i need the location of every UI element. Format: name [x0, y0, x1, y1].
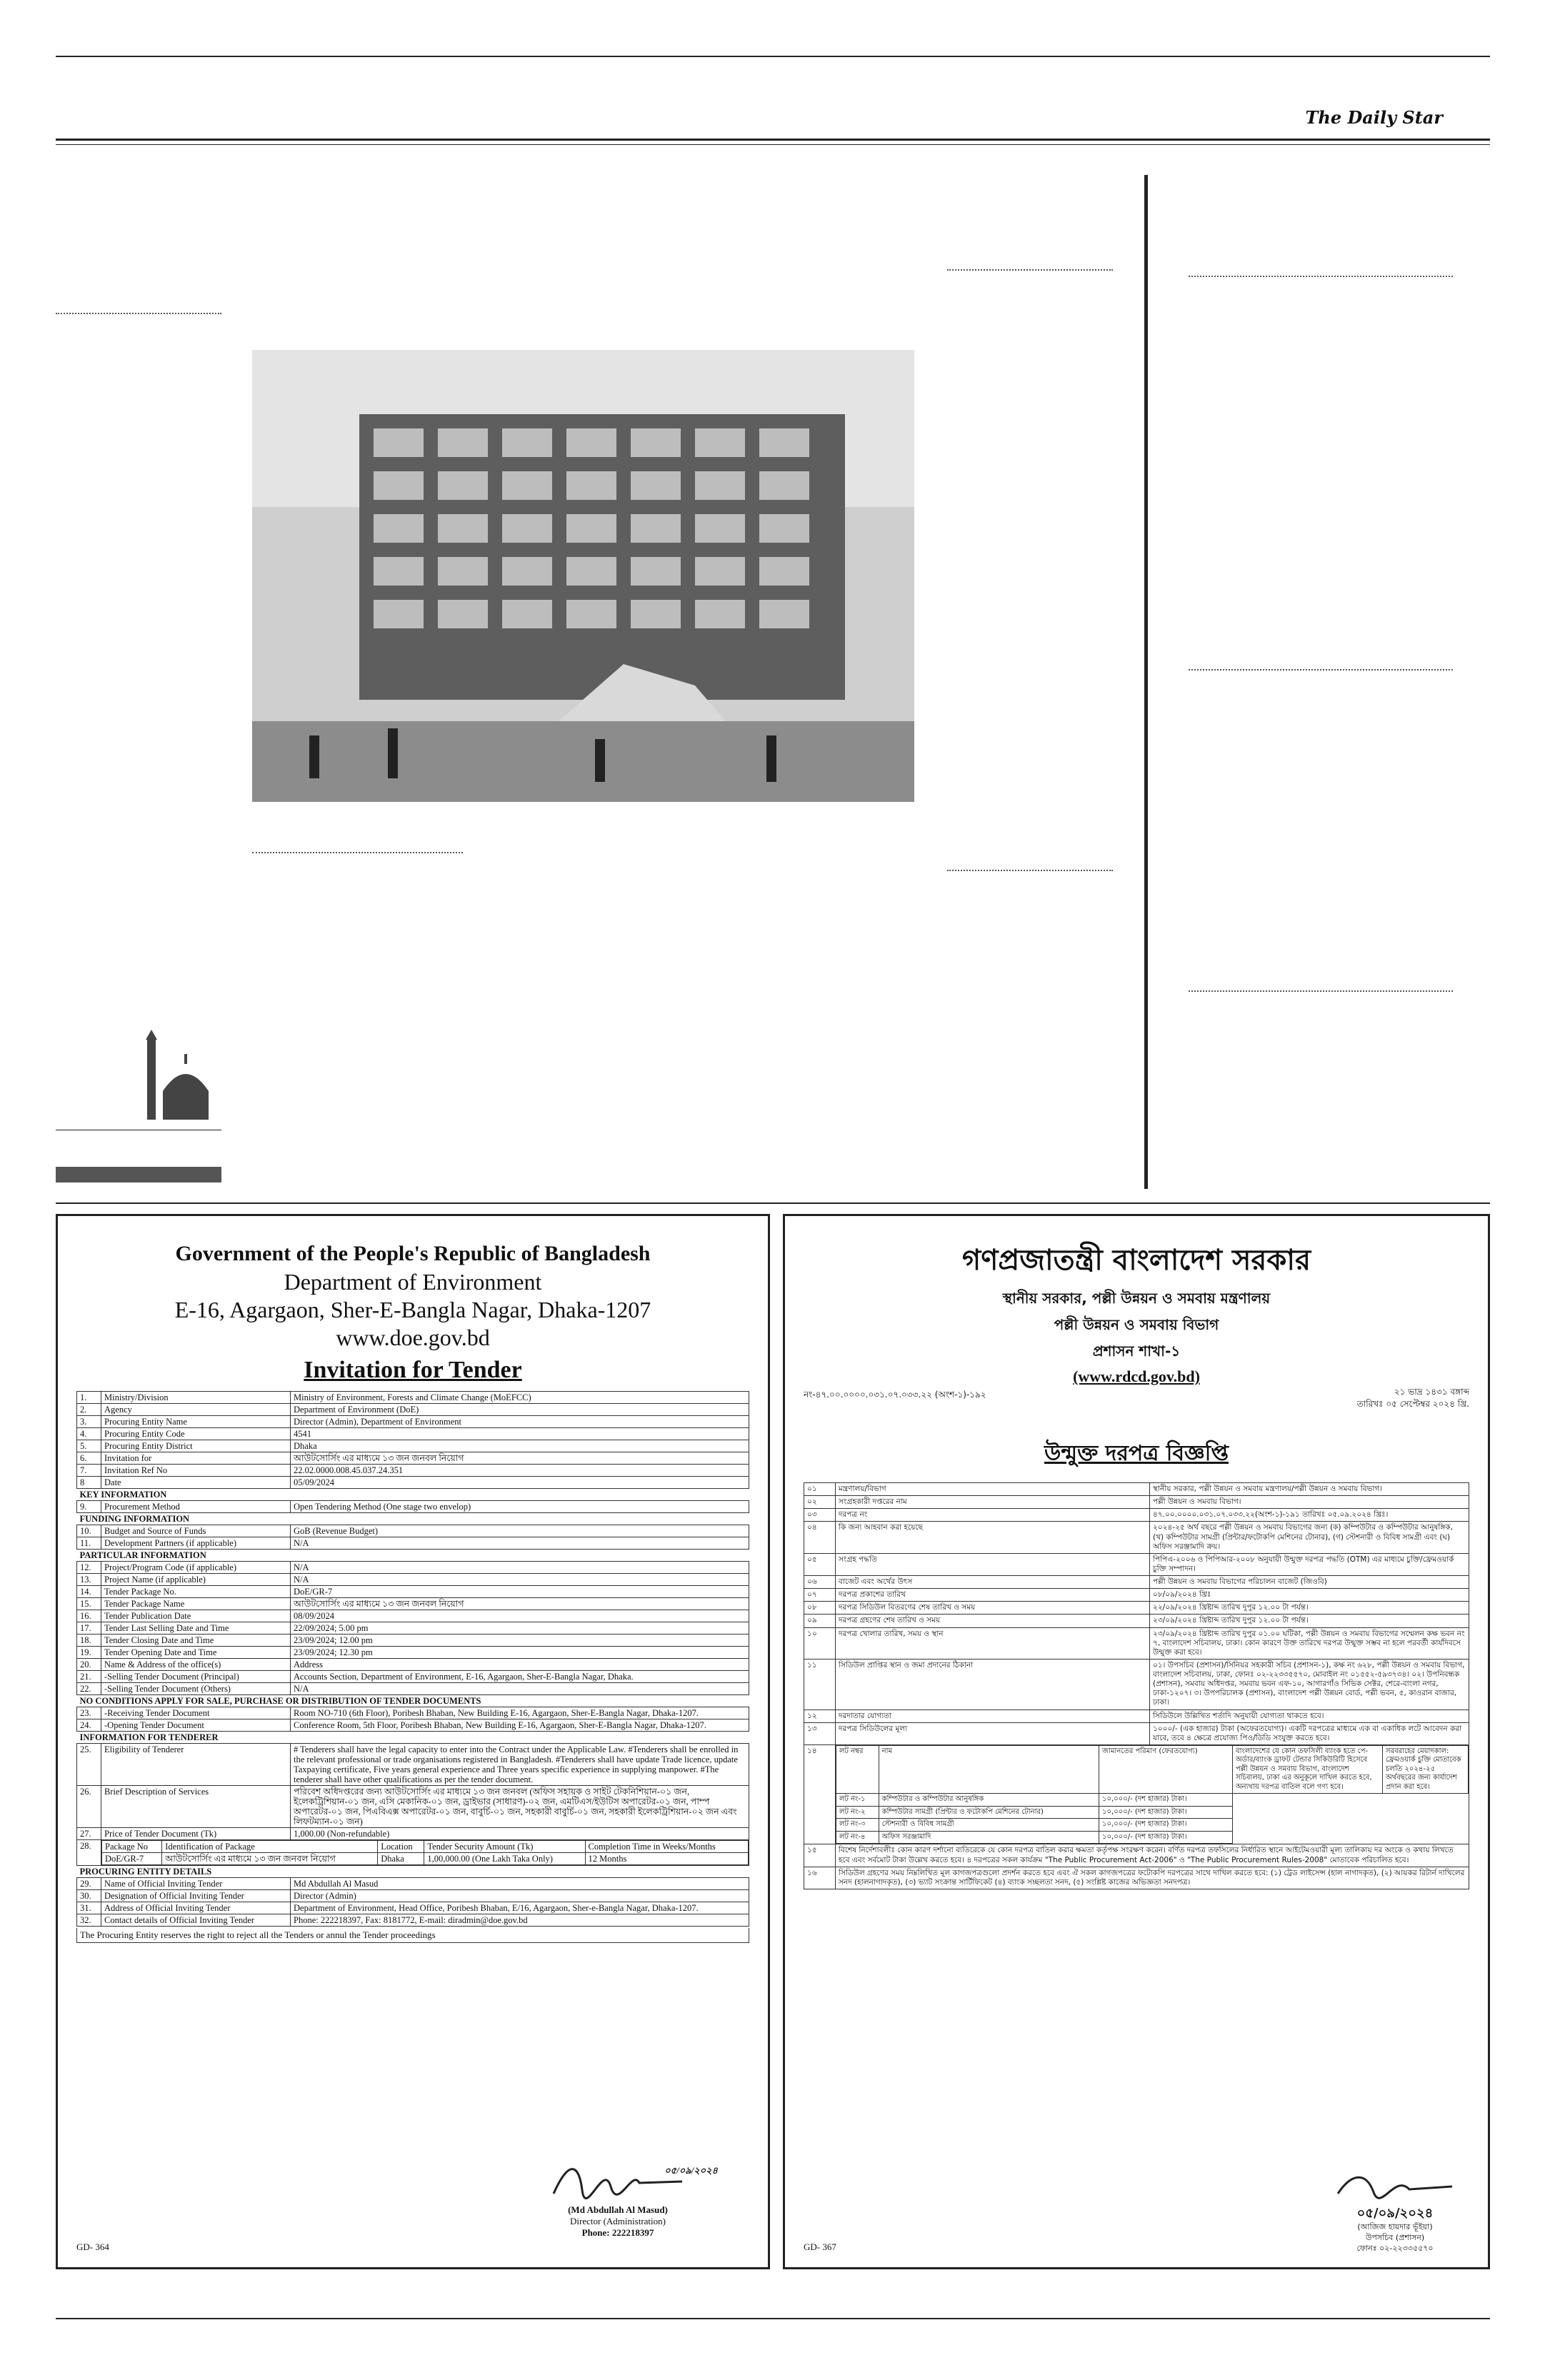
doe-tender-ad: [56, 1214, 770, 2269]
table-row: 18. Tender Closing Date and Time 23/09/2024; 12.00 pm: [77, 1635, 749, 1647]
separator: [947, 269, 1113, 271]
table-row: ০৭ দরপত্র প্রকাশের তারিখ ০৮/০৯/২০২৪ খ্রিঃ: [804, 1589, 1469, 1602]
table-row: ১২ দরদাতার যোগ্যতা সিডিউলে উল্লিখিত শর্তাদি অনুযায়ী যোগ্যতা থাকতে হবে।: [804, 1709, 1469, 1722]
news-photo: [252, 350, 914, 802]
table-row: 14. Tender Package No. DoE/GR-7: [77, 1586, 749, 1598]
lot-row: লট নং-৪ অফিস সরঞ্জামাদি ১০,০০০/- (দশ হাজার) টাকা।: [836, 1831, 1469, 1844]
table-row: ০৩ দরপত্র নং ৪৭.০০.০০০০.০৩১.০৭.০৩৩.২২(অংশ-১)-১৯১ তারিখঃ ০৫.০৯.২০২৪ খ্রিঃ।: [804, 1509, 1469, 1522]
signature: [511, 2154, 725, 2204]
memo-number: নং-৪৭.০০.০০০০.০৩১.০৭.০৩৩.২২ (অংশ-১)-১৯২: [804, 1390, 986, 1400]
ad-website: (www.rdcd.gov.bd): [1073, 1367, 1200, 1385]
lot-row: লট নং-১ কম্পিউটার ও কম্পিউটার আনুষঙ্গিক ১০,০০০/- (দশ হাজার) টাকা।: [836, 1794, 1469, 1807]
tender-table: [804, 1482, 1469, 1889]
table-row: 7. Invitation Ref No 22.02.0000.008.45.037.24.351: [77, 1465, 749, 1477]
signature-date: ০৫/০৯/২০২৪: [664, 2165, 718, 2176]
lot-table: লট নম্বর নাম জামানতের পরিমাণ (ফেরতযোগ্য) বাংলাদেশের যে কোন তফসিলী ব্যাংক হতে পে-অর্ডার/ব্যাংক ড্রাফট টেন্ডার সিকিউরিটি হিসেবে পল্লী উন্নয়ন ও সমবায় বিভাগ, বাংলাদেশ সচিবালয়, ঢাকা এর অনুকূলে দাখিল করতে হবে, অন্যথায় দরপত্র বাতিল বলে গণ্য হবে। সরবরাহের মেয়াদকাল: ফ্রেমওয়ার্ক চুক্তি মোতাবেক চলতি ২০২৪-২৫ অর্থবছরের জন্য কার্যাদেশ প্রদান করা হবে। লট নং-১ কম্পিউটার ও কম্পিউটার আনুষঙ্গিক ১০,০০০/- (দশ হাজার) টাকা। লট নং-২ কম্পিউটার সামগ্রী (প্রিন্টার ও ফটোকপি মেশিনের টোনার) ১০,০০০/- (দশ হাজার) টাকা। লট নং-৩ স্টেশনারী ও বিবিধ সামগ্রী ১০,০০০/- (দশ হাজার) টাকা। লট নং-৪ অফিস সরঞ্জামাদি ১০,০০০/- (দশ হাজার) টাকা।: [836, 1745, 1469, 1844]
table-row: 3. Procuring Entity Name Director (Admin), Department of Environment: [77, 1416, 749, 1428]
table-row: 16. Tender Publication Date 08/09/2024: [77, 1610, 749, 1622]
table-row: ১০ দরপত্র খোলার তারিখ, সময় ও স্থান ২৩/০৯/২০২৪ খ্রিষ্টাব্দ তারিখ দুপুর ০১.০০ ঘটিকা, পল্লী উন্নয়ন ও সমবায় বিভাগের সম্মেলন কক্ষ ভবন নং ৭, বাংলাদেশ সচিবালয়, ঢাকা। কোন কারণে উক্ত তারিখে দরপত্র উন্মুক্ত সম্ভব না হলে পরবর্তী কার্যদিবসে উন্মুক্ত করা হবে।: [804, 1627, 1469, 1659]
separator: [947, 870, 1113, 871]
table-row: 8 Date 05/09/2024: [77, 1477, 749, 1489]
ad-address: E-16, Agargaon, Sher-E-Bangla Nagar, Dhaka-1207: [174, 1297, 651, 1322]
table-row: 10. Budget and Source of Funds GoB (Revenue Budget): [77, 1525, 749, 1537]
ad-division: পল্লী উন্নয়ন ও সমবায় বিভাগ: [1054, 1316, 1219, 1333]
ad-gov-heading: Government of the People's Republic of Bangladesh: [175, 1242, 651, 1265]
table-row: 32. Contact details of Official Inviting Tender Phone: 222218397, Fax: 8181772, E-mail: diradmin@doe.gov.bd: [77, 1914, 749, 1927]
table-row: 19. Tender Opening Date and Time 23/09/2024; 12.30 pm: [77, 1647, 749, 1659]
table-row: ১১ সিডিউল প্রাপ্তির স্থান ও জমা প্রদানের ঠিকানা ০১। উপসচিব (প্রশাসন)/সিনিয়র সহকারী সচিব (প্রশাসন-১), কক্ষ নং ৬২৮, পল্লী উন্নয়ন ও সমবায় বিভাগ, বাংলাদেশ সচিবালয়, ঢাকা, ফোনঃ ০২-২২৩৩৫৫৭০, মোবাইল নং ০১৫৫২-৫৯৩৭৩৪। ০২। উপনিবন্ধক (প্রশাসন), সমবায় অধিদপ্তর, সমবায় ভবন এফ-১০, আগারগাঁও সিভিক সেক্টর, শেরে-বাংলা নগর, ঢাকা-১২০৭। ৩। উপপরিচালক (প্রশাসন), বাংলাদেশ পল্লী উন্নয়ন বোর্ড, পল্লী ভবন, ৫, কাওরান বাজার, ঢাকা।: [804, 1659, 1469, 1709]
table-row: 25. Eligibility of Tenderer # Tenderers shall have the legal capacity to enter into the Contract under the Applicable Law. #Tenderers shall be enrolled in the relevant professional or trade organisations registered in Bangladesh. #Tenderers shall have update Trade licence, update Taxpaying certificate, Five years general experience and Three years specific experience in supplying manpower. #The tenderer shall have other qualifications as per the tender document.: [77, 1744, 749, 1786]
ad-gov-heading: গণপ্রজাতন্ত্রী বাংলাদেশ সরকার: [962, 1244, 1311, 1277]
signer-name: (আজিজ হায়দার ভূঁইয়া): [1357, 2222, 1433, 2232]
table-row: ১৩ দরপত্র সিডিউলের মূল্য ১০০০/- (এক হাজার) টাকা (অফেরতযোগ্য)। একটি দরপত্রের মাধ্যমে এক বা একাধিক লটে আবেদন করা যাবে, তবে ৪ ক্ষেত্রে প্রযোজ্য পিও/ডিডি সংযুক্ত করতে হবে।: [804, 1722, 1469, 1744]
section-heading: KEY INFORMATION: [77, 1489, 749, 1501]
table-row: ০৫ সংগ্রহ পদ্ধতি পিপিএ-২০০৬ ও পিপিআর-২০০৮ অনুযায়ী উন্মুক্ত দরপত্র পদ্ধতি (OTM) এর মাধ্যমে চুক্তি/ফ্রেমওয়ার্ক চুক্তি সম্পাদন।: [804, 1553, 1469, 1575]
table-row: ০২ সংগ্রহকারী দপ্তরের নাম পল্লী উন্নয়ন ও সমবায় বিভাগ।: [804, 1496, 1469, 1509]
masthead: The Daily Star: [1305, 107, 1443, 128]
ad-department: Department of Environment: [284, 1269, 542, 1295]
signature-block: [1324, 2165, 1466, 2254]
signature: [1324, 2165, 1466, 2205]
top-rule: [56, 56, 1490, 57]
table-row: 15. Tender Package Name আউটসোর্সিং এর মাধ্যমে ১৩ জন জনবল নিয়োগ: [77, 1598, 749, 1610]
date-label: তারিখঃ: [1356, 1398, 1384, 1409]
date-bangla: ২১ ভাদ্র ১৪৩১ বঙ্গাব্দ: [1394, 1387, 1469, 1397]
signature-date: ০৫/০৯/২০২৪: [1356, 2206, 1434, 2221]
table-row: ১৪ লট নম্বর নাম জামানতের পরিমাণ (ফেরতযোগ্য) বাংলাদেশের যে কোন তফসিলী ব্যাংক হতে পে-অর্ডার/ব্যাংক ড্রাফট টেন্ডার সিকিউরিটি হিসেবে পল্লী উন্নয়ন ও সমবায় বিভাগ, বাংলাদেশ সচিবালয়, ঢাকা এর অনুকূলে দাখিল করতে হবে, অন্যথায় দরপত্র বাতিল বলে গণ্য হবে। সরবরাহের মেয়াদকাল: ফ্রেমওয়ার্ক চুক্তি মোতাবেক চলতি ২০২৪-২৫ অর্থবছরের জন্য কার্যাদেশ প্রদান করা হবে। লট নং-১ কম্পিউটার ও কম্পিউটার আনুষঙ্গিক ১০,০০০/- (দশ হাজার) টাকা। লট নং-২ কম্পিউটার সামগ্রী (প্রিন্টার ও ফটোকপি মেশিনের টোনার) ১০,০০০/- (দশ হাজার) টাকা। লট নং-৩ স্টেশনারী ও বিবিধ সামগ্রী ১০,০০০/- (দশ হাজার) টাকা। লট নং-৪ অফিস সরঞ্জামাদি ১০,০০০/- (দশ হাজার) টাকা।: [804, 1744, 1469, 1844]
signature-block: [511, 2154, 725, 2239]
section-heading: PARTICULAR INFORMATION: [77, 1550, 749, 1562]
table-row: 22. -Selling Tender Document (Others) N/A: [77, 1683, 749, 1695]
table-row: 12. Project/Program Code (if applicable) N/A: [77, 1562, 749, 1574]
section-heading: NO CONDITIONS APPLY FOR SALE, PURCHASE OR DISTRIBUTION OF TENDER DOCUMENTS: [77, 1695, 749, 1707]
table-row: ০৪ কি জন্য আহবান করা হয়েছে ২০২৪-২৫ অর্থ বছরে পল্লী উন্নয়ন ও সমবায় বিভাগের জন্য (ক) কম্পিউটার ও কম্পিউটার আনুষঙ্গিক, (খ) কম্পিউটার সামগ্রী (প্রিন্টার/ফটোকপি মেশিনের টোনার), (গ) স্টেশনারী ও বিবিধ সামগ্রী এবং (ঘ) অফিস সরঞ্জামাদি ক্রয়।: [804, 1522, 1469, 1553]
table-row: 24. -Opening Tender Document Conference Room, 5th Floor, Poribesh Bhaban, New Building E-16, Agargaon, Sher-E-Bangla Nagar, Dhaka-1207.: [77, 1719, 749, 1732]
reserve-note: The Procuring Entity reserves the right to reject all the Tenders or annul the Tender proceedings: [76, 1928, 749, 1943]
lot-note: বাংলাদেশের যে কোন তফসিলী ব্যাংক হতে পে-অর্ডার/ব্যাংক ড্রাফট টেন্ডার সিকিউরিটি হিসেবে পল্লী উন্নয়ন ও সমবায় বিভাগ, বাংলাদেশ সচিবালয়, ঢাকা এর অনুকূলে দাখিল করতে হবে, অন্যথায় দরপত্র বাতিল বলে গণ্য হবে।: [1233, 1745, 1383, 1794]
separator: [1189, 990, 1453, 992]
lot-row: লট নং-২ কম্পিউটার সামগ্রী (প্রিন্টার ও ফটোকপি মেশিনের টোনার) ১০,০০০/- (দশ হাজার) টাকা।: [836, 1806, 1469, 1819]
lot-side-note: সরবরাহের মেয়াদকাল: ফ্রেমওয়ার্ক চুক্তি মোতাবেক চলতি ২০২৪-২৫ অর্থবছরের জন্য কার্যাদেশ প্রদান করা হবে।: [1383, 1745, 1469, 1794]
table-row: 29. Name of Official Inviting Tender Md Abdullah Al Masud: [77, 1878, 749, 1890]
table-row: ০৬ বাজেট এবং অর্থের উৎস পল্লী উন্নয়ন ও সমবায় বিভাগের পরিচালন বাজেট (জিওবি): [804, 1576, 1469, 1589]
gd-number: GD- 367: [804, 2241, 836, 2252]
table-row: ০১ মন্ত্রণালয়/বিভাগ স্থানীয় সরকার, পল্লী উন্নয়ন ও সমবায় মন্ত্রণালয়/পল্লী উন্নয়ন ও সমবায় বিভাগ।: [804, 1483, 1469, 1496]
separator: [252, 852, 463, 853]
ad-branch: প্রশাসন শাখা-১: [1092, 1342, 1181, 1360]
table-row: ১৫ বিশেষ নির্দেশাবলীঃ কোন কারণ দর্শানো ব্যতিরেকে যে কোন দরপত্র বাতিল করার ক্ষমতা কর্তৃপক্ষ সংরক্ষণ করেন। বর্ণিত দরপত্র তফসিলের নির্ধারিত স্থানে আইটেমওয়ারী মূল্য তালিকায় দর অংকে ও কথায় লিখতে হবে এবং সর্বমোট টাকা উল্লেখ করতে হবে। ৪ দরপত্রের সকল কার্যক্রম "The Public Procurement Act-2006" ও "The Public Procurement Rules-2008" মোতাবেক পরিচালিত হবে।: [804, 1844, 1469, 1867]
grey-bar: [56, 1167, 221, 1183]
separator: [1189, 669, 1453, 671]
ads-top-rule: [56, 1202, 1490, 1204]
ad-website: www.doe.gov.bd: [336, 1325, 490, 1350]
signer-designation: Director (Administration): [570, 2216, 666, 2226]
table-row: 31. Address of Official Inviting Tender Department of Environment, Head Office, Poribesh Bhaban, E/16, Agargaon, Sher-e-Bangla Nagar, Dhaka-1207.: [77, 1902, 749, 1914]
table-row: 23. -Receiving Tender Document Room NO-710 (6th Floor), Poribesh Bhaban, New Building E-16, Agargaon, Sher-E-Bangla Nagar, Dhaka-1207.: [77, 1707, 749, 1719]
date-english: ০৫ সেপ্টেম্বর ২০২৪ খ্রি.: [1386, 1398, 1469, 1409]
section-heading: PROCURING ENTITY DETAILS: [77, 1866, 749, 1878]
table-row: 5. Procuring Entity District Dhaka: [77, 1440, 749, 1452]
rdcd-tender-ad: [783, 1214, 1490, 2269]
column-divider: [1144, 175, 1148, 1189]
section-heading: INFORMATION FOR TENDERER: [77, 1732, 749, 1744]
signer-phone: ফোনঃ ০২-২২৩৩৫৫৭০: [1356, 2244, 1434, 2254]
mosque-icon: [143, 1028, 221, 1120]
header-rule: [56, 139, 1490, 141]
signer-designation: উপসচিব (প্রশাসন): [1365, 2233, 1425, 2243]
tender-table: [76, 1391, 749, 1927]
table-row: 2. Agency Department of Environment (DoE): [77, 1404, 749, 1416]
ad-title: Invitation for Tender: [304, 1357, 522, 1383]
gd-number: GD- 364: [76, 2241, 109, 2252]
table-row: 13. Project Name (if applicable) N/A: [77, 1574, 749, 1586]
table-row: 27. Price of Tender Document (Tk) 1,000.00 (Non-refundable): [77, 1828, 749, 1840]
table-row: 21. -Selling Tender Document (Principal) Accounts Section, Department of Environment, E-16, Agargaon, Sher-E-Bangla Nagar, Dhaka.: [77, 1671, 749, 1683]
header-rule-thin: [56, 144, 1490, 145]
table-row: 17. Tender Last Selling Date and Time 22/09/2024; 5.00 pm: [77, 1622, 749, 1635]
ad-ministry: স্থানীয় সরকার, পল্লী উন্নয়ন ও সমবায় মন্ত্রণালয়: [1002, 1290, 1271, 1307]
separator: [1189, 276, 1453, 277]
section-heading: FUNDING INFORMATION: [77, 1513, 749, 1525]
memo-line: [804, 1386, 1469, 1429]
table-row: 6. Invitation for আউটসোর্সিং এর মাধ্যমে ১৩ জন জনবল নিয়োগ: [77, 1452, 749, 1465]
table-row: 20. Name & Address of the office(s) Address: [77, 1659, 749, 1671]
table-row: ১৬ সিডিউল গ্রহণের সময় নিম্নলিখিত মূল কাগজপত্রগুলো প্রদর্শন করতে হবে এবং ঐ সকল কাগজপত্রের ফটোকপি দরপত্রের সাথে দাখিল করতে হবে: (১) ট্রেড লাইসেন্স (হাল নাগাদকৃত), (২) আয়কর রিটার্ন দাখিলের সনদ (হালনাগাদকৃত), (৩) ভ্যাট সংক্রান্ত সার্টিফিকেট (৪) ব্যাংক সচ্ছলতা সনদ, (৫) সংশ্লিষ্ট কাজের অভিজ্ঞতা সনদপত্র।: [804, 1867, 1469, 1889]
package-table: Package No Identification of Package Location Tender Security Amount (Tk) Completion Time in Weeks/Months DoE/GR-7 আউটসোর্সিং এর মাধ্যমে ১৩ জন জনবল নিয়োগ Dhaka 1,00,000.00 (One Lakh Taka Only) 12 Months: [101, 1840, 749, 1865]
separator: [56, 313, 221, 314]
table-row: 26. Brief Description of Services পরিবেশ অধিদপ্তরের জন্য আউটসোর্সিং এর মাধ্যমে ১৩ জন জনবল (অফিস সহায়ক ও সাইট টেকনিশিয়ান-০১ জন, ইলেকট্রিশিয়ান-০১ জন, এসি মেকানিক-০১ জন, ড্রাইভার (সাধারণ)-০২ জন, এমটিএস/ইউটিস অপারেটর-০১ জন, পাম্প অপারেটর-০১ জন, পিএবিএক্স অপারেটর-০১ জন, বাবুর্চি-০১ জন, সহকারী বাবুর্চি-০১ জন, সহকারী ইলেকট্রিশিয়ান-০২ জন এবং লিফটম্যান-০১ জন): [77, 1786, 749, 1828]
table-row: ০৯ দরপত্র গ্রহণের শেষ তারিখ ও সময় ২৩/০৯/২০২৪ খ্রিষ্টাব্দ তারিখ দুপুর ১২.০০ টা পর্যন্ত।: [804, 1615, 1469, 1627]
table-row: 9. Procurement Method Open Tendering Method (One stage two envelop): [77, 1501, 749, 1513]
signer-phone: Phone: 222218397: [581, 2227, 654, 2238]
bottom-rule: [56, 2318, 1490, 2319]
table-row: 28. Package No Identification of Package Location Tender Security Amount (Tk) Completion Time in Weeks/Months DoE/GR-7 আউটসোর্সিং এর মাধ্যমে ১৩ জন জনবল নিয়োগ Dhaka 1,00,000.00 (One Lakh Taka Only) 12 Months: [77, 1840, 749, 1866]
table-row: 1. Ministry/Division Ministry of Environment, Forests and Climate Change (MoEFCC): [77, 1392, 749, 1404]
signer-name: (Md Abdullah Al Masud): [568, 2204, 668, 2215]
lot-row: লট নং-৩ স্টেশনারী ও বিবিধ সামগ্রী ১০,০০০/- (দশ হাজার) টাকা।: [836, 1819, 1469, 1832]
table-row: 11. Development Partners (if applicable) N/A: [77, 1537, 749, 1550]
ad-title: উন্মুক্ত দরপত্র বিজ্ঞপ্তি: [1044, 1441, 1229, 1466]
table-row: ০৮ দরপত্র সিডিউল বিতরণের শেষ তারিখ ও সময় ২২/০৯/২০২৪ খ্রিষ্টাব্দ তারিখ দুপুর ১২.০০ টা পর্যন্ত।: [804, 1602, 1469, 1615]
table-row: 4. Procuring Entity Code 4541: [77, 1428, 749, 1440]
table-row: 30. Designation of Official Inviting Tender Director (Admin): [77, 1890, 749, 1902]
